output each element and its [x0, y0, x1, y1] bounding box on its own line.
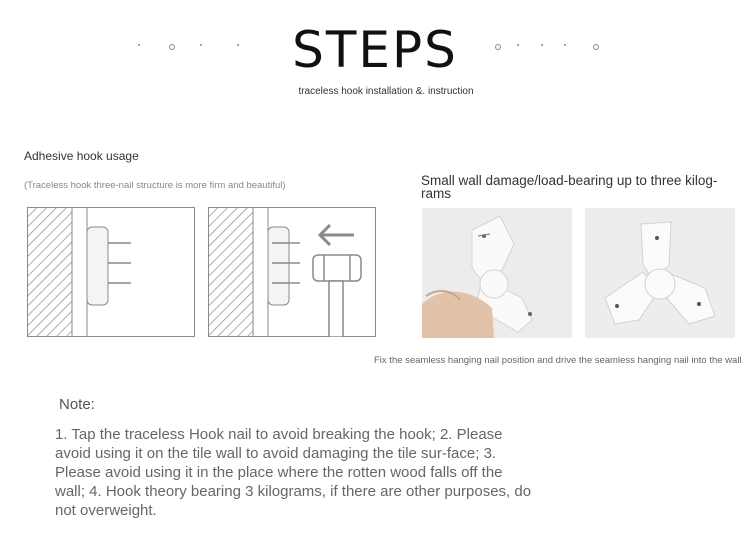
hook-installed-photo [585, 208, 735, 338]
hook-icon [268, 227, 289, 305]
fix-caption: Fix the seamless hanging nail position and drive the seamless hanging nail into the wall [374, 355, 742, 366]
damage-title: Small wall damage/load-bearing up to three kilog- rams [421, 173, 718, 201]
hook-on-wall-diagram [27, 207, 195, 337]
hook-icon [87, 227, 108, 305]
page-subtitle: traceless hook installation &. instruction [298, 86, 474, 97]
hammer-nail-diagram [208, 207, 376, 337]
note-label: Note: [59, 396, 95, 413]
header-dots-right [493, 41, 603, 55]
hatched-wall-icon [209, 207, 253, 337]
hook-install-photo [422, 208, 572, 338]
usage-note: (Traceless hook three-nail structure is more firm and beautiful) [24, 180, 286, 191]
note-body: 1. Tap the traceless Hook nail to avoid breaking the hook; 2. Please avoid using it on the tile wall to avoid damaging the tile sur-face; 3. Please avoid using it in the place where the rotten wood falls off the wall; 4. Hook theory bearing 3 kilograms, if there are other purposes, do not overweight. [55, 426, 532, 519]
usage-title: Adhesive hook usage [24, 149, 139, 163]
page-title: STEPS [292, 21, 458, 79]
hatched-wall-icon [28, 207, 72, 337]
